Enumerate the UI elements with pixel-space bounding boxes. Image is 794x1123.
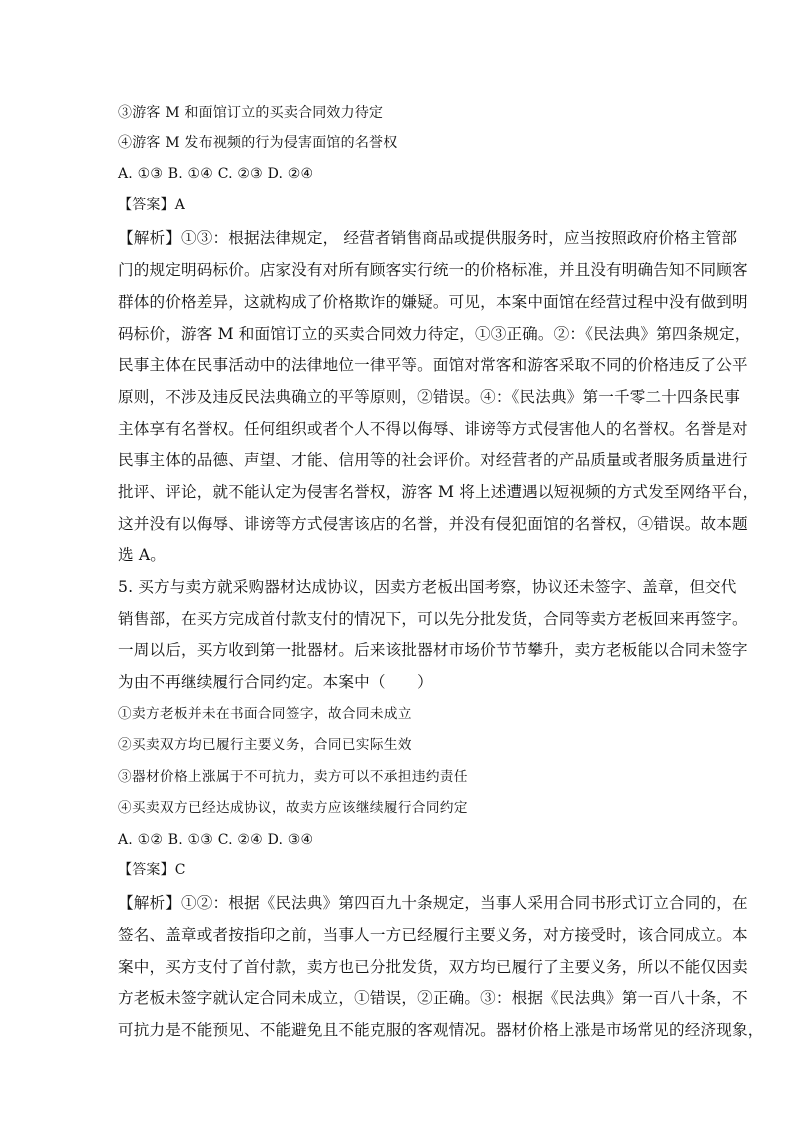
answer-line: 【答案】A: [118, 197, 186, 213]
option-4-statement: ④买卖双方已经达成协议，故卖方应该继续履行合同约定: [118, 800, 468, 816]
answer-line: 【答案】C: [118, 862, 186, 878]
analysis-line: 【解析】①③：根据法律规定， 经营者销售商品或提供服务时，应当按照政府价格主管部: [118, 229, 738, 247]
analysis-line: 这并没有以侮辱、诽谤等方式侵害该店的名誉，并没有侵犯面馆的名誉权，④错误。故本题: [118, 515, 748, 533]
question-5-stem: 销售部，在买方完成首付款支付的情况下，可以先分批发货，合同等卖方老板回来再签字。: [118, 610, 748, 628]
analysis-line: 码标价，游客 M 和面馆订立的买卖合同效力待定，①③正确。②：《民法典》第四条规定，: [118, 325, 751, 343]
question-5-stem: 一周以后，买方收到第一批器材。后来该批器材市场价节节攀升，卖方老板能以合同未签字: [118, 641, 748, 659]
answer-choices: A. ①③ B. ①④ C. ②③ D. ②④: [118, 166, 314, 182]
analysis-line: 门的规定明码标价。店家没有对所有顾客实行统一的价格标准，并且没有明确告知不同顾客: [118, 261, 748, 279]
analysis-line: 案中，买方支付了首付款，卖方也已分批发货，双方均已履行了主要义务，所以不能仅因卖: [118, 958, 748, 976]
analysis-line: 签名、盖章或者按指印之前，当事人一方已经履行主要义务，对方接受时，该合同成立。本: [118, 926, 748, 944]
answer-choices: A. ①② B. ①③ C. ②④ D. ③④: [118, 832, 314, 848]
analysis-line: 【解析】①②：根据《民法典》第四百九十条规定，当事人采用合同书形式订立合同的，在: [118, 894, 748, 912]
analysis-line: 民事主体的品德、声望、才能、信用等的社会评价。对经营者的产品质量或者服务质量进行: [118, 451, 748, 469]
option-3-statement: ③器材价格上涨属于不可抗力，卖方可以不承担违约责任: [118, 769, 468, 785]
analysis-line: 批评、评论，就不能认定为侵害名誉权，游客 M 将上述遭遇以短视频的方式发至网络平台，: [118, 483, 759, 501]
option-2-statement: ②买卖双方均已履行主要义务，合同已实际生效: [118, 737, 412, 753]
analysis-line: 选 A。: [118, 546, 167, 564]
option-3-statement: ③游客 M 和面馆订立的买卖合同效力待定: [118, 105, 384, 121]
analysis-line: 可抗力是不能预见、不能避免且不能克服的客观情况。器材价格上涨是市场常见的经济现象，: [118, 1021, 764, 1039]
analysis-line: 群体的价格差异，这就构成了价格欺诈的嫌疑。可见，本案中面馆在经营过程中没有做到明: [118, 293, 748, 311]
question-5-stem: 为由不再继续履行合同约定。本案中（ ）: [118, 673, 433, 691]
option-1-statement: ①卖方老板并未在书面合同签字，故合同未成立: [118, 706, 412, 722]
analysis-line: 方老板未签字就认定合同未成立，①错误，②正确。③：根据《民法典》第一百八十条，不: [118, 989, 748, 1007]
question-5-stem: 5. 买方与卖方就采购器材达成协议，因卖方老板出国考察，协议还未签字、盖章，但交代: [118, 578, 737, 596]
analysis-line: 民事主体在民事活动中的法律地位一律平等。面馆对常客和游客采取不同的价格违反了公平: [118, 356, 748, 374]
option-4-statement: ④游客 M 发布视频的行为侵害面馆的名誉权: [118, 135, 398, 151]
analysis-line: 主体享有名誉权。任何组织或者个人不得以侮辱、诽谤等方式侵害他人的名誉权。名誉是对: [118, 420, 748, 438]
analysis-line: 原则，不涉及违反民法典确立的平等原则，②错误。④：《民法典》第一千零二十四条民事: [118, 388, 740, 406]
